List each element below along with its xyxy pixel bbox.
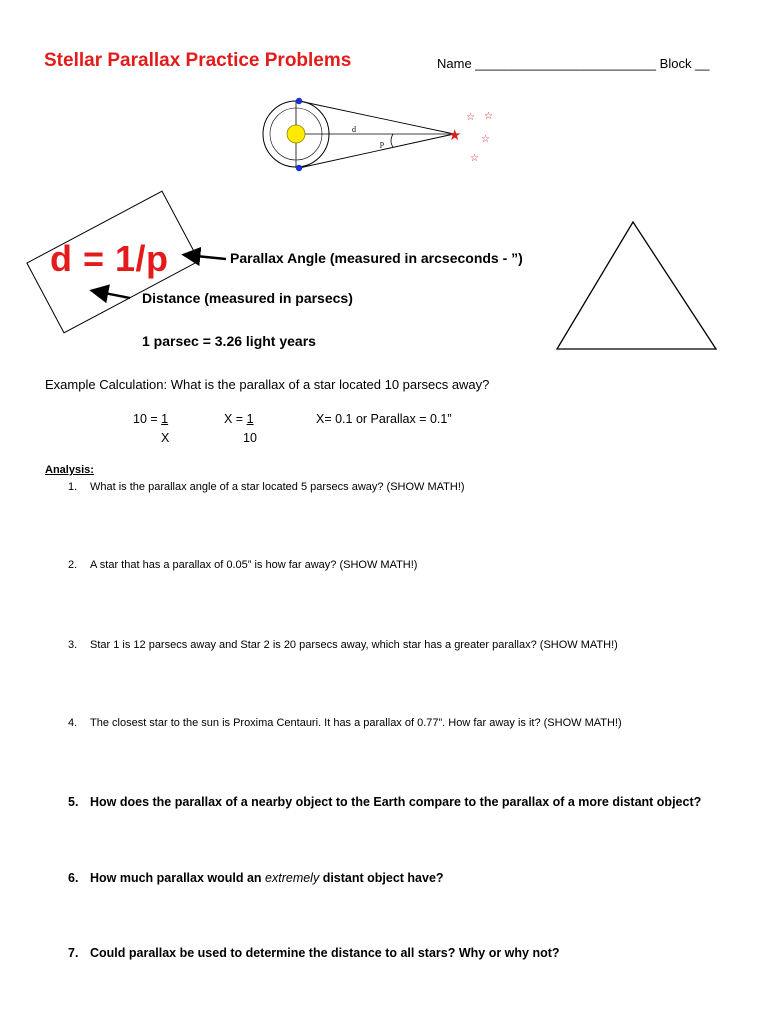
sightline-bottom bbox=[299, 134, 454, 168]
example-prompt: Example Calculation: What is the parallax of a star located 10 parsecs away? bbox=[45, 377, 490, 392]
sun-icon bbox=[287, 125, 305, 143]
diagram-angle-label: p bbox=[380, 139, 384, 148]
question-5-number: 5. bbox=[68, 795, 79, 809]
question-7-text: Could parallax be used to determine the distance to all stars? Why or why not? bbox=[90, 946, 560, 960]
question-4-text: The closest star to the sun is Proxima Centauri. It has a parallax of 0.77”. How far away is it? (SHOW MATH!) bbox=[90, 717, 622, 729]
step1-denominator: X bbox=[161, 431, 170, 445]
page-title: Stellar Parallax Practice Problems bbox=[44, 50, 352, 71]
sightline-top bbox=[299, 101, 454, 134]
step2-left: X = bbox=[224, 412, 247, 426]
question-3-text: Star 1 is 12 parsecs away and Star 2 is 20 parsecs away, which star has a greater parallax? (SHOW MATH!) bbox=[90, 639, 618, 651]
question-7-number: 7. bbox=[68, 946, 79, 960]
parallax-angle-label: Parallax Angle (measured in arcseconds - ”) bbox=[230, 250, 523, 266]
question-1-number: 1. bbox=[68, 481, 78, 493]
step2-numerator: 1 bbox=[246, 412, 254, 426]
question-1-text: What is the parallax angle of a star located 5 parsecs away? (SHOW MATH!) bbox=[90, 481, 465, 493]
example-step2 bbox=[224, 412, 254, 426]
analysis-heading: Analysis: bbox=[45, 464, 94, 476]
background-star-icon: ☆ bbox=[470, 153, 479, 164]
background-star-icon: ☆ bbox=[481, 134, 490, 145]
target-star-icon: ★ bbox=[448, 127, 462, 144]
question-6-emphasis: extremely bbox=[265, 871, 320, 885]
distance-label: Distance (measured in parsecs) bbox=[142, 290, 353, 306]
parallax-formula: d = 1/p bbox=[50, 238, 169, 279]
background-star-icon: ☆ bbox=[466, 112, 475, 123]
earth-position-top-icon bbox=[296, 98, 302, 104]
parallax-angle-arc bbox=[391, 134, 393, 147]
example-step1 bbox=[133, 412, 168, 426]
earth-position-bottom-icon bbox=[296, 165, 302, 171]
question-6-text-after: distant object have? bbox=[319, 871, 444, 885]
question-6-text bbox=[90, 871, 444, 885]
question-3-number: 3. bbox=[68, 639, 78, 651]
parsec-conversion: 1 parsec = 3.26 light years bbox=[142, 333, 316, 349]
step1-numerator: 1 bbox=[161, 412, 169, 426]
question-2-number: 2. bbox=[68, 559, 78, 571]
question-6-number: 6. bbox=[68, 871, 79, 885]
diagram-distance-label: d bbox=[352, 125, 356, 134]
question-5-text: How does the parallax of a nearby object to the Earth compare to the parallax of a more distant object? bbox=[90, 795, 702, 809]
background-star-icon: ☆ bbox=[484, 111, 493, 122]
parallax-diagram bbox=[258, 94, 508, 176]
triangle-drawing bbox=[554, 218, 720, 352]
step1-left: 10 = bbox=[133, 412, 162, 426]
question-2-text: A star that has a parallax of 0.05” is how far away? (SHOW MATH!) bbox=[90, 559, 418, 571]
step2-denominator: 10 bbox=[243, 431, 257, 445]
example-result: X= 0.1 or Parallax = 0.1” bbox=[316, 412, 452, 426]
question-6-text-before: How much parallax would an bbox=[90, 871, 266, 885]
question-4-number: 4. bbox=[68, 717, 78, 729]
name-block-field: Name _________________________ Block __ bbox=[437, 56, 710, 71]
